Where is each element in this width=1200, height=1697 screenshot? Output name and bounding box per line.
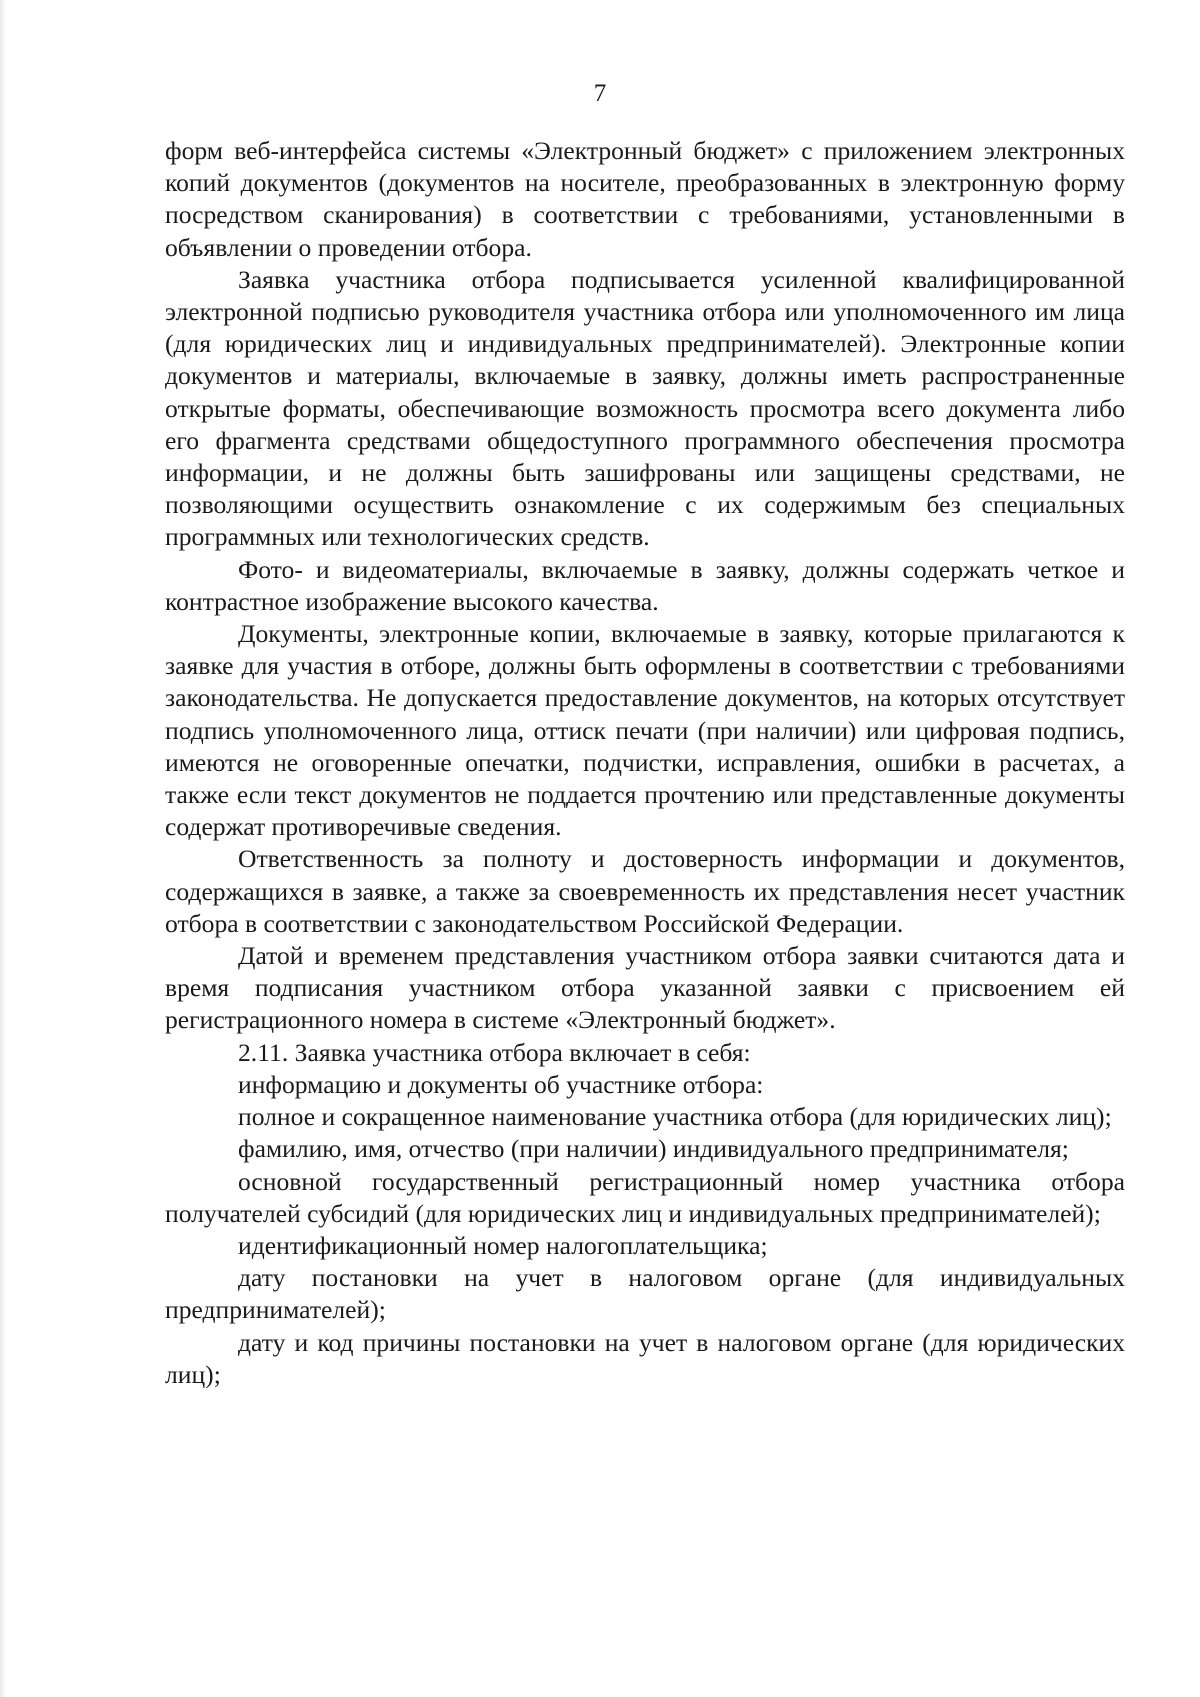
list-item: информацию и документы об участнике отбора:: [238, 1069, 764, 1099]
page-number: 7: [593, 80, 607, 107]
list-item: фамилию, имя, отчество (при наличии) индивидуального предпринимателя;: [238, 1134, 1069, 1164]
paragraph-documents-requirements: Документы, электронные копии, включаемые в заявку, которые прилагаются к заявке для участия в отборе, должны быть оформлены в соответствии с требованиями законодательства. Не допускается предоставление документов, на которых отсутствует подпись уполномоченного лица, оттиск печати (при наличии) или цифровая подпись, имеются не оговоренные опечатки, подчистки, исправления, ошибки в расчетах, а также если текст документов не поддается прочтению или представленные документы содержат противоречивые сведения.: [165, 619, 1125, 842]
list-item: дату постановки на учет в налоговом органе (для индивидуальных предпринимателей);: [165, 1263, 1125, 1325]
document-body: [165, 135, 1125, 1391]
list-item: основной государственный регистрационный номер участника отбора получателей субсидий (для юридических лиц и индивидуальных предпринимателей);: [165, 1166, 1125, 1228]
paragraph-continuation: форм веб-интерфейса системы «Электронный бюджет» с приложением электронных копий документов (документов на носителе, преобразованных в электронную форму посредством сканирования) в соответствии с требованиями, установленными в объявлении о проведении отбора.: [165, 136, 1125, 262]
list-item: идентификационный номер налогоплательщика;: [238, 1230, 768, 1260]
paragraph-submission-date: Датой и временем представления участником отбора заявки считаются дата и время подписания участником отбора указанной заявки с присвоением ей регистрационного номера в системе «Электронный бюджет».: [165, 941, 1125, 1035]
list-item: дату и код причины постановки на учет в налоговом органе (для юридических лиц);: [165, 1327, 1125, 1389]
section-2-11-heading: 2.11. Заявка участника отбора включает в себя:: [238, 1037, 751, 1067]
paragraph-responsibility: Ответственность за полноту и достоверность информации и документов, содержащихся в заявке, а также за своевременность их представления несет участник отбора в соответствии с законодательством Российской Федерации.: [165, 844, 1125, 938]
list-item: полное и сокращенное наименование участника отбора (для юридических лиц);: [238, 1102, 1112, 1132]
paragraph-signature: Заявка участника отбора подписывается усиленной квалифицированной электронной подписью руководителя участника отбора или уполномоченного им лица (для юридических лиц и индивидуальных предпринимателей). Электронные копии документов и материалы, включаемые в заявку, должны иметь распространенные открытые форматы, обеспечивающие возможность просмотра всего документа либо его фрагмента средствами общедоступного программного обеспечения просмотра информации, и не должны быть зашифрованы или защищены средствами, не позволяющими осуществить ознакомление с их содержимым без специальных программных или технологических средств.: [165, 264, 1125, 552]
scan-edge: [0, 0, 6, 1697]
paragraph-photo-video: Фото- и видеоматериалы, включаемые в заявку, должны содержать четкое и контрастное изображение высокого качества.: [165, 554, 1125, 616]
